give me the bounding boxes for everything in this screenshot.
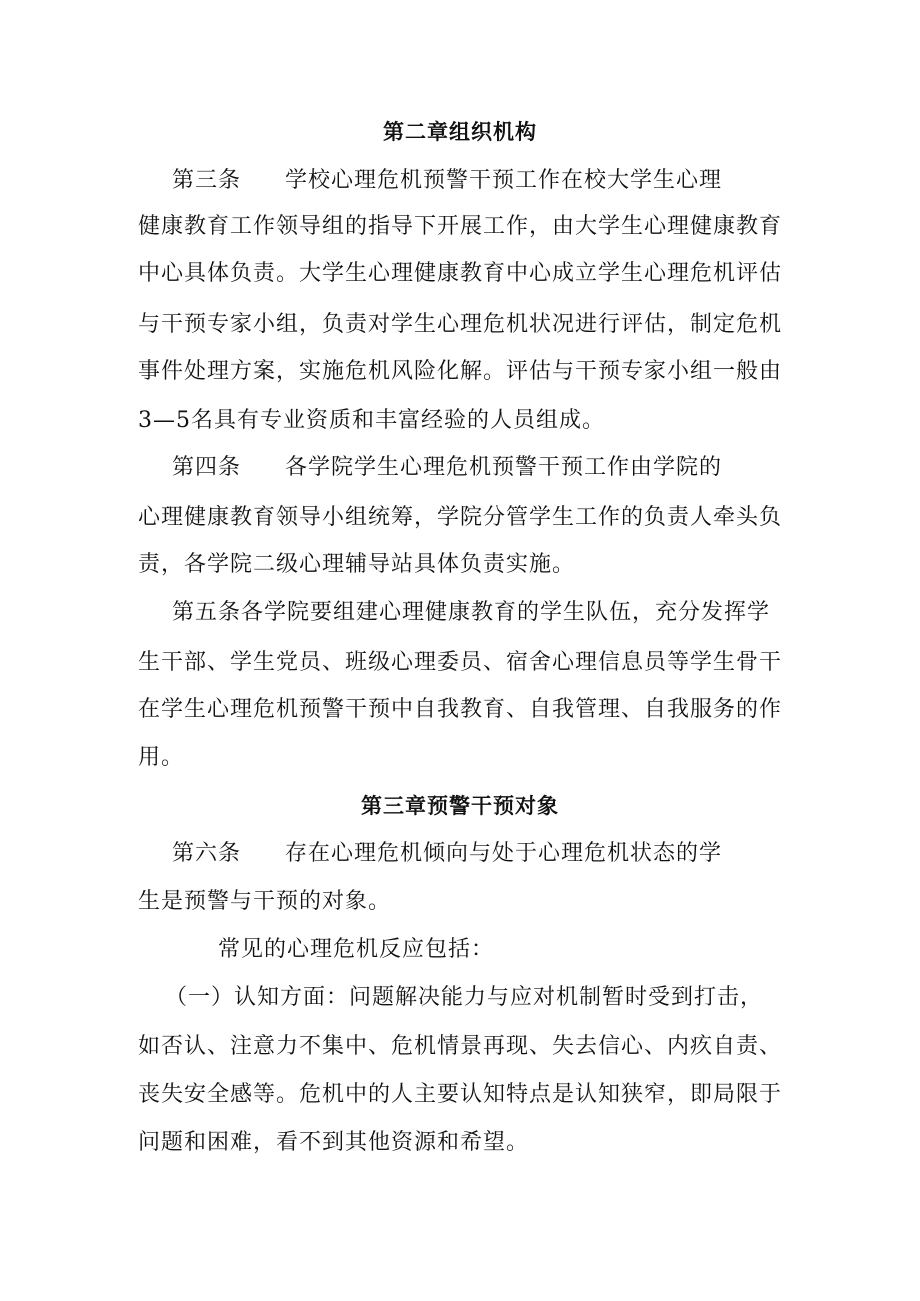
article-6-line-1: 生是预警与干预的对象。 bbox=[138, 889, 392, 914]
article-5-line-2: 生干部、学生党员、班级心理委员、宿舍心理信息员等学生骨干 bbox=[138, 650, 783, 675]
chapter-3-title: 第三章预警干预对象 bbox=[361, 794, 559, 818]
crisis-reactions-intro: 常见的心理危机反应包括： bbox=[218, 937, 495, 962]
article-3-label: 第三条 bbox=[172, 168, 242, 193]
article-6-label: 第六条 bbox=[172, 841, 242, 866]
cognitive-item-line-1: （一）认知方面：问题解决能力与应对机制暂时受到打击， bbox=[165, 985, 764, 1010]
article-4-first-line bbox=[172, 453, 872, 483]
article-3-line-5: 3—5名具有专业资质和丰富经验的人员组成。 bbox=[138, 408, 605, 433]
article-3-line-4: 事件处理方案，实施危机风险化解。评估与干预专家小组一般由 bbox=[138, 359, 783, 384]
article-3-first-line bbox=[172, 166, 872, 196]
article-5-line-4: 用。 bbox=[138, 745, 185, 770]
article-5-line-1: 第五条各学院要组建心理健康教育的学生队伍，充分发挥学 bbox=[172, 600, 771, 625]
article-6-first-line bbox=[172, 839, 872, 869]
article-4-lead: 各学院学生心理危机预警干预工作由学院的 bbox=[285, 455, 723, 480]
cognitive-item-line-2: 如否认、注意力不集中、危机情景再现、失去信心、内疚自责、 bbox=[138, 1034, 783, 1059]
article-3-lead: 学校心理危机预警干预工作在校大学生心理 bbox=[285, 168, 723, 193]
article-6-lead: 存在心理危机倾向与处于心理危机状态的学 bbox=[285, 841, 723, 866]
article-3-line-1: 健康教育工作领导组的指导下开展工作，由大学生心理健康教育 bbox=[138, 214, 783, 239]
chapter-2-title: 第二章组织机构 bbox=[383, 120, 537, 144]
article-5-line-3: 在学生心理危机预警干预中自我教育、自我管理、自我服务的作 bbox=[138, 697, 783, 722]
article-4-line-2: 责，各学院二级心理辅导站具体负责实施。 bbox=[138, 552, 576, 577]
article-4-label: 第四条 bbox=[172, 455, 242, 480]
article-3-line-2: 中心具体负责。大学生心理健康教育中心成立学生心理危机评估 bbox=[138, 261, 783, 286]
cognitive-item-line-4: 问题和困难，看不到其他资源和希望。 bbox=[138, 1130, 530, 1155]
article-4-line-1: 心理健康教育领导小组统筹，学院分管学生工作的负责人牵头负 bbox=[138, 505, 783, 530]
article-3-line-3: 与干预专家小组，负责对学生心理危机状况进行评估，制定危机 bbox=[138, 312, 783, 337]
cognitive-item-line-3: 丧失安全感等。危机中的人主要认知特点是认知狭窄，即局限于 bbox=[138, 1082, 783, 1107]
